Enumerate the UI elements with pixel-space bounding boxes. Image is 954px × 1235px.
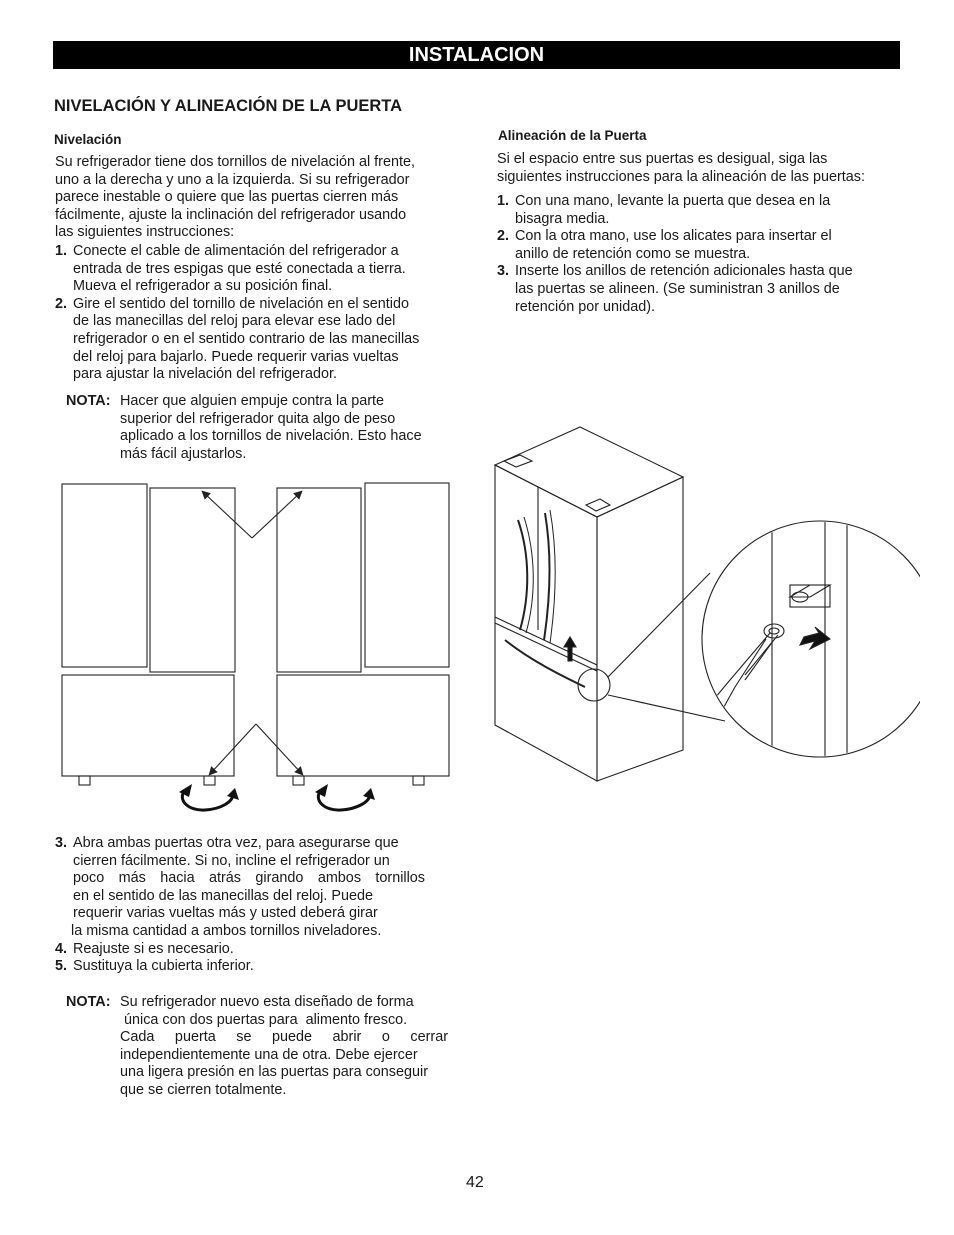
page-number: 42 — [466, 1174, 484, 1191]
leveling-steps — [55, 243, 419, 384]
section-banner: INSTALACION — [53, 41, 900, 69]
section-title: NIVELACIÓN Y ALINEACIÓN DE LA PUERTA — [54, 97, 403, 115]
list-item: 2. Gire el sentido del tornillo de nivelación en el sentido de las manecillas del reloj para elevar ese lado del refrigerador o en el sentido contrario de las manecillas del reloj para bajarlo. Puede requerir varias vueltas para ajustar la nivelación del refrigerador. — [55, 295, 420, 383]
leveling-intro: Su refrigerador tiene dos tornillos de nivelación al frente, uno a la derecha y uno a la izquierda. Si su refrigerador parece inestable o quiere que las puertas cierren más fácilmente, ajuste la inclinación del refrigerador usando las siguientes instrucciones: — [55, 154, 415, 241]
note-leveling: NOTA: Hacer que alguien empuje contra la parte superior del refrigerador quita algo de peso aplicado a los tornillos de nivelación. Esto hace más fácil ajustarlos. — [66, 393, 422, 462]
alignment-steps — [497, 193, 853, 316]
leveling-subtitle: Nivelación — [54, 132, 122, 147]
list-item: 4. Reajuste si es necesario. — [55, 940, 234, 957]
list-item: 3. Abra ambas puertas otra vez, para asegurarse que cierren fácilmente. Si no, incline el refrigerador un poco más hacia atrás girando ambos tornillos en el sentido de las manecillas del reloj. Puede requerir varias vueltas más y usted deberá girar la misma cantidad a ambos tornillos niveladores. — [55, 835, 425, 939]
leveling-steps-continued — [55, 835, 425, 976]
list-item: 3. Inserte los anillos de retención adicionales hasta que las puertas se alineen. (Se suministran 3 anillos de retención por unidad). — [497, 263, 853, 315]
note-doors: NOTA: Su refrigerador nuevo esta diseñado de forma única con dos puertas para alimento fresco. Cada puerta se puede abrir o cerrar independientemente una de otra. Debe ejercer una ligera presión en las puertas para conseguir que se cierren totalmente. — [66, 994, 448, 1098]
list-item: 5. Sustituya la cubierta inferior. — [55, 958, 254, 975]
list-item: 1. Con una mano, levante la puerta que desea en la bisagra media. — [497, 193, 831, 227]
list-item: 2. Con la otra mano, use los alicates para insertar el anillo de retención como se muestra. — [497, 228, 832, 262]
leveling-illustration — [55, 478, 460, 818]
alignment-subtitle: Alineación de la Puerta — [498, 128, 647, 143]
list-item: 1. Conecte el cable de alimentación del refrigerador a entrada de tres espigas que esté conectada a tierra. Mueva el refrigerador a su posición final. — [55, 243, 406, 295]
door-alignment-illustration — [490, 425, 920, 810]
alignment-intro: Si el espacio entre sus puertas es desigual, siga las siguientes instrucciones para la alineación de las puertas: — [497, 151, 865, 185]
